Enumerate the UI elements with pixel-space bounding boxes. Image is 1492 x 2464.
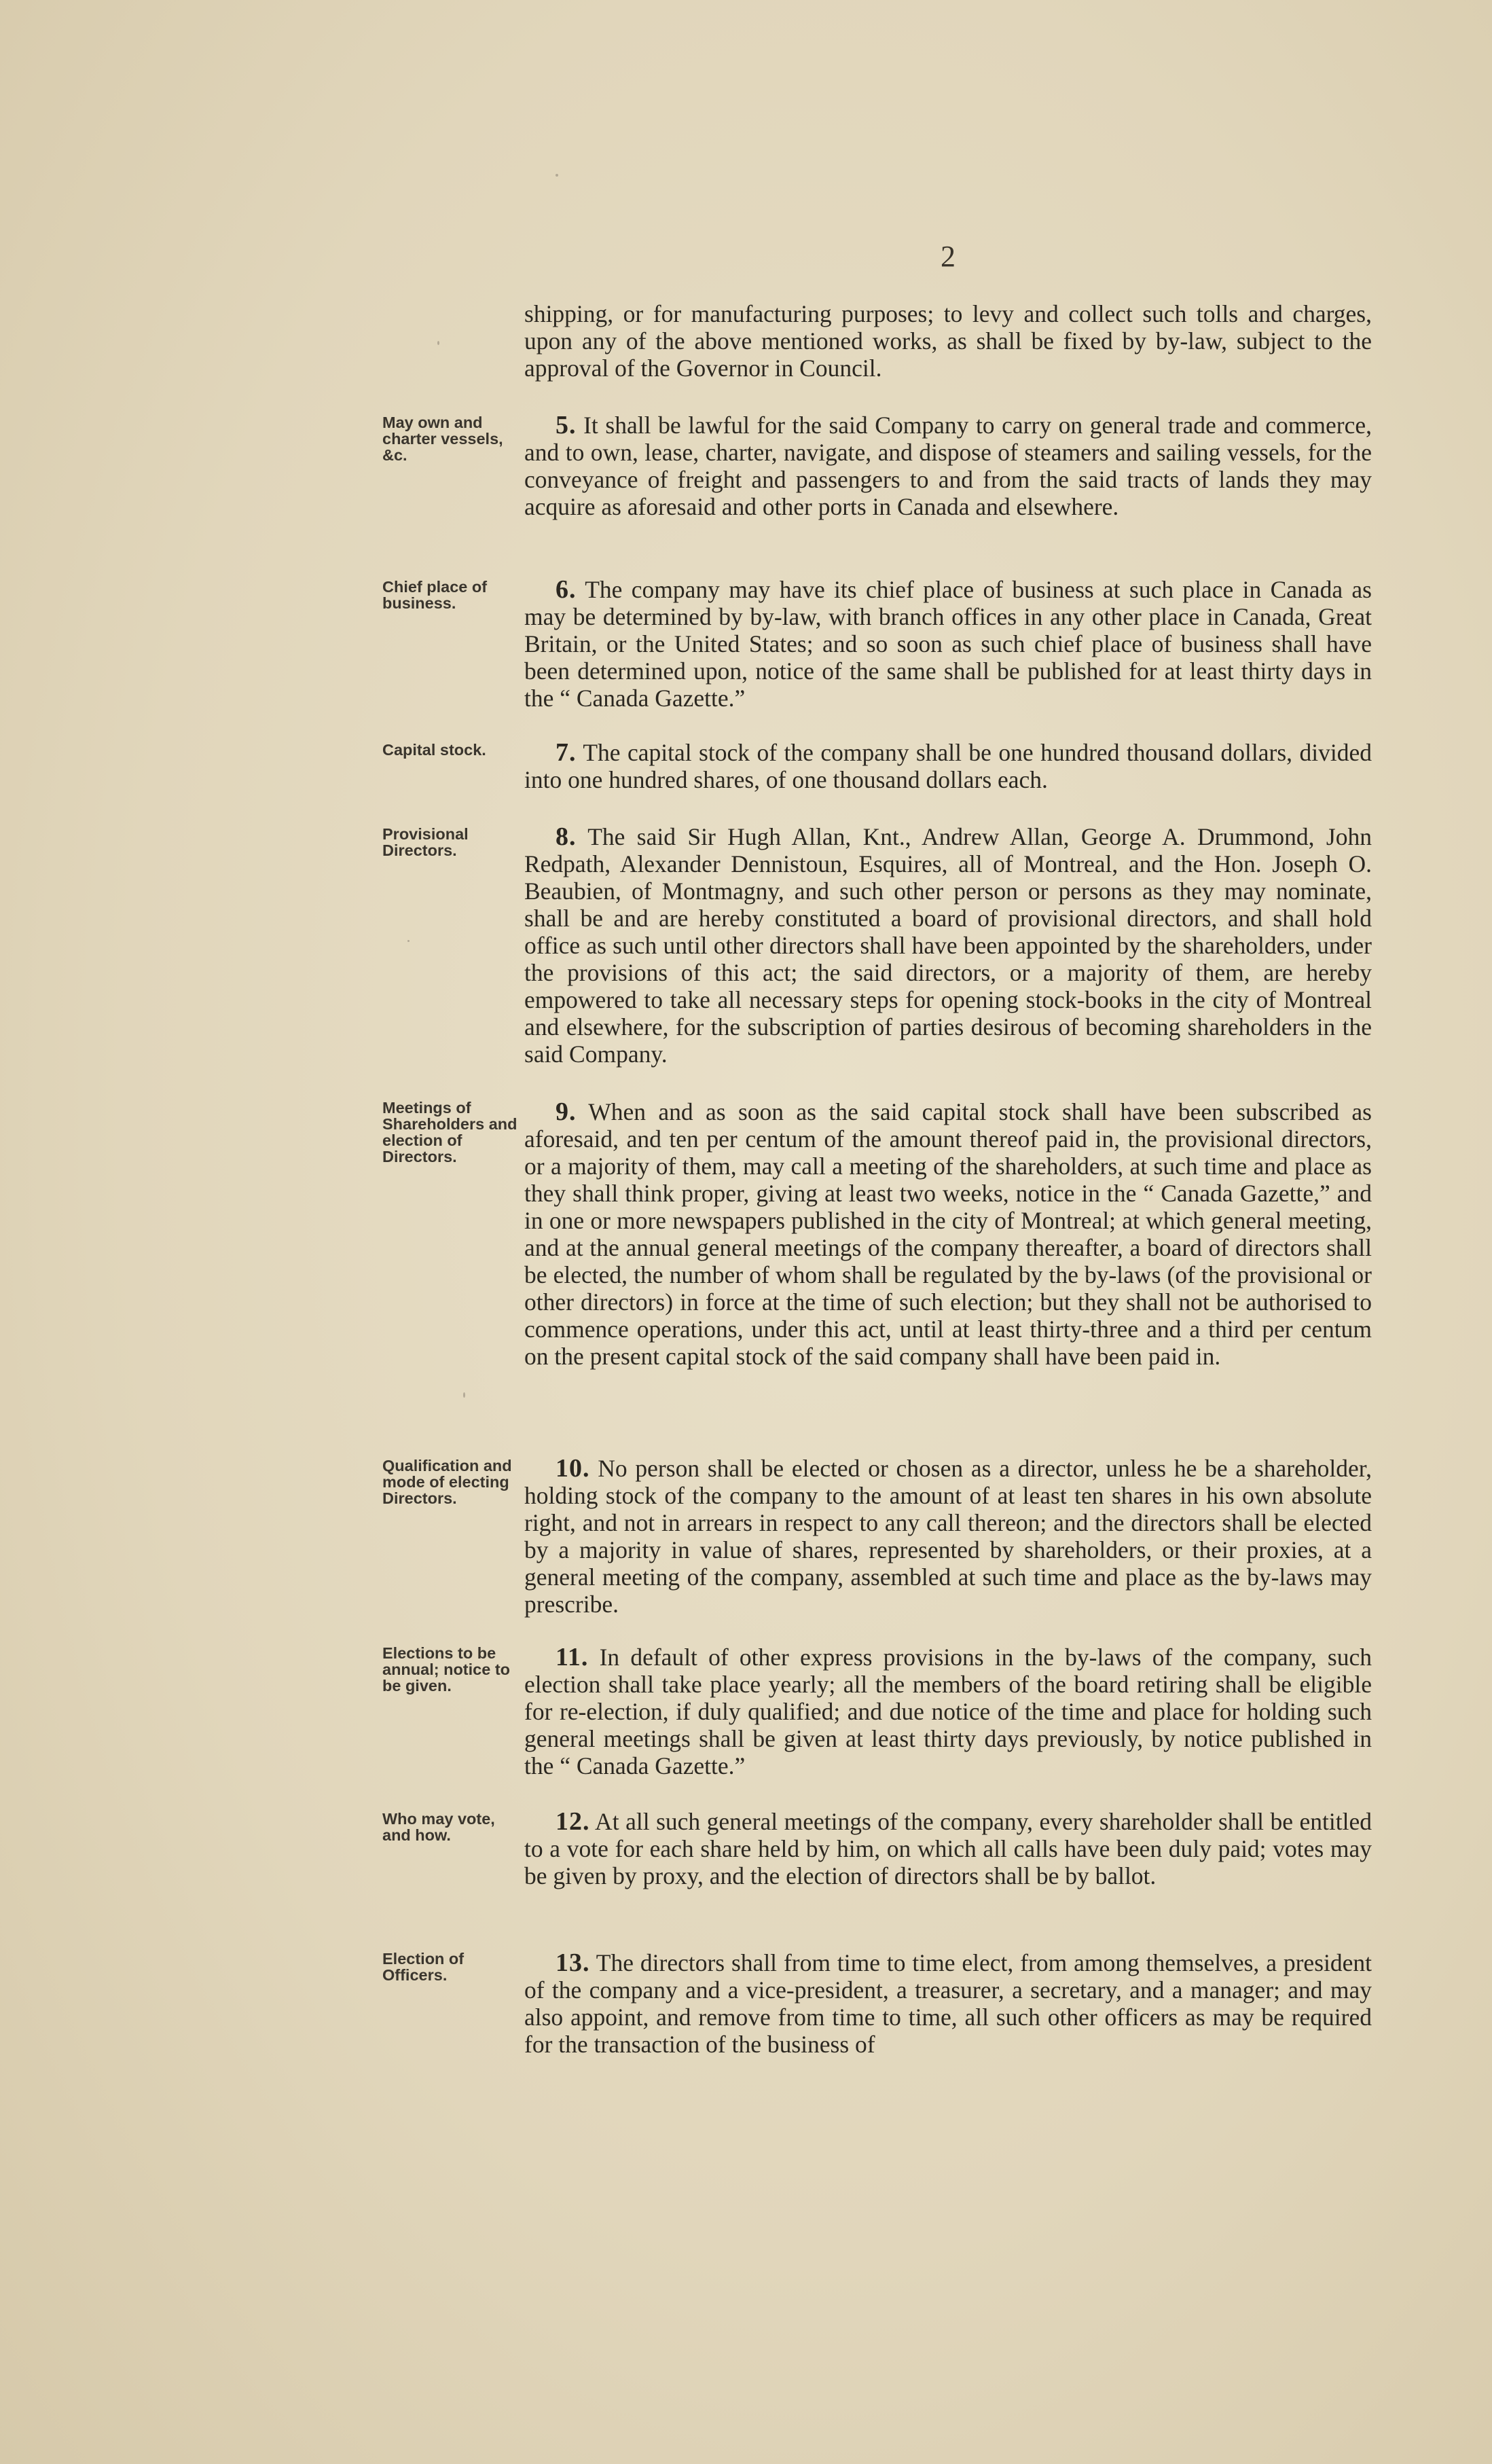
section-text: The directors shall from time to time elect, from among themselves, a president of the company and a vice-president, a treasurer, a secretary, and a manager; and may also appoint, and remove from time to time, all such other officers as may be required for the transaction of the business of [524, 1949, 1372, 2058]
section-text: It shall be lawful for the said Company to carry on general trade and commerce, and to own, lease, charter, navigate, and dispose of steamers and sailing vessels, for the conveyance of freight and passengers to and from the said tracts of lands they may acquire as aforesaid and other ports in Canada and elsewhere. [524, 412, 1372, 520]
section-number: 10. [556, 1454, 590, 1483]
section-paragraph [524, 576, 1372, 712]
section-paragraph [524, 1949, 1372, 2058]
section-paragraph [524, 1455, 1372, 1618]
section-text: The said Sir Hugh Allan, Knt., Andrew Allan, George A. Drummond, John Redpath, Alexander Dennistoun, Esquires, all of Montreal, and the Hon. Joseph O. Beaubien, of Montmagny, and such other person or persons as they may nominate, shall be and are hereby constituted a board of provisional directors, and shall hold office as such until other directors shall have been appointed by the shareholders, under the provisions of this act; the said directors, or a majority of them, are hereby empowered to take all necessary steps for opening stock-books in the city of Montreal and elsewhere, for the subscription of parties desirous of becoming shareholders in the said Company. [524, 823, 1372, 1068]
marginal-note: May own and charter vessels, &c. [382, 414, 503, 464]
marginal-note: Election of Officers. [382, 1950, 465, 1984]
section-paragraph [524, 823, 1372, 1068]
section-text: The capital stock of the company shall be one hundred thousand dollars, divided into one hundred shares, of one thousand dollars each. [524, 739, 1372, 793]
section-number: 9. [556, 1098, 577, 1126]
section-text: The company may have its chief place of business at such place in Canada as may be determined by by-law, with branch offices in any other place in Canada, Great Britain, or the United States; and so soon as such chief place of business shall have been determined upon, notice of the same shall be published for at least thirty days in the “ Canada Gazette.” [524, 576, 1372, 712]
section-number: 8. [556, 822, 577, 851]
section-number: 11. [556, 1643, 589, 1671]
section-paragraph [524, 1644, 1372, 1779]
section-number: 13. [556, 1949, 590, 1977]
section-paragraph [524, 1808, 1372, 1889]
section-number: 5. [556, 411, 577, 439]
marginal-note: Qualification and mode of electing Directors. [382, 1457, 512, 1507]
paper-speck [556, 174, 558, 177]
section-paragraph [524, 412, 1372, 520]
section-number: 12. [556, 1807, 590, 1836]
intro-paragraph: shipping, or for manufacturing purposes; to levy and collect such tolls and charges, upon any of the above mentioned works, as shall be fixed by by-law, subject to the approval of the Governor in Council. [524, 300, 1372, 382]
section-text: No person shall be elected or chosen as a director, unless he be a shareholder, holding stock of the company to the amount of at least ten shares in his own absolute right, and not in arrears in respect to any call thereon; and the directors shall be elected by a majority in value of shares, represented by shareholders, or their proxies, at a general meeting of the company, assembled at such time and place as the by-laws may prescribe. [524, 1455, 1372, 1618]
section-paragraph [524, 1098, 1372, 1370]
section-text: When and as soon as the said capital stock shall have been subscribed as aforesaid, and ten per centum of the amount thereof paid in, the provisional directors, or a majority of them, may call a meeting of the shareholders, at such time and place as they shall think proper, giving at least two weeks, notice in the “ Canada Gazette,” and in one or more newspapers published in the city of Montreal; at which general meeting, and at the annual general meetings of the company thereafter, a board of directors shall be elected, the number of whom shall be regulated by the by-laws (of the provisional or other directors) in force at the time of such election; but they shall not be authorised to commence operations, under this act, until at least thirty-three and a third per centum on the present capital stock of the said company shall have been paid in. [524, 1098, 1372, 1370]
marginal-note: Chief place of business. [382, 578, 488, 612]
marginal-note: Meetings of Shareholders and election of Directors. [382, 1099, 517, 1165]
paper-speck [463, 1392, 465, 1398]
section-text: At all such general meetings of the company, every shareholder shall be entitled to a vote for each share held by him, on which all calls have been duly paid; votes may be given by proxy, and the election of directors shall be by ballot. [524, 1808, 1372, 1889]
marginal-note: Provisional Directors. [382, 825, 469, 859]
section-paragraph [524, 739, 1372, 793]
paper-speck [437, 341, 439, 345]
marginal-note: Who may vote, and how. [382, 1810, 495, 1844]
section-number: 6. [556, 575, 577, 604]
paper-speck [407, 940, 410, 942]
page-number: 2 [941, 240, 956, 273]
marginal-note: Capital stock. [382, 741, 486, 759]
marginal-note: Elections to be annual; notice to be given. [382, 1644, 510, 1695]
section-text: In default of other express provisions in the by-laws of the company, such election shall take place yearly; all the members of the board retiring shall be eligible for re-election, if duly qualified; and due notice of the time and place for holding such general meetings shall be given at least thirty days previously, by notice published in the “ Canada Gazette.” [524, 1644, 1372, 1779]
section-number: 7. [556, 738, 577, 767]
